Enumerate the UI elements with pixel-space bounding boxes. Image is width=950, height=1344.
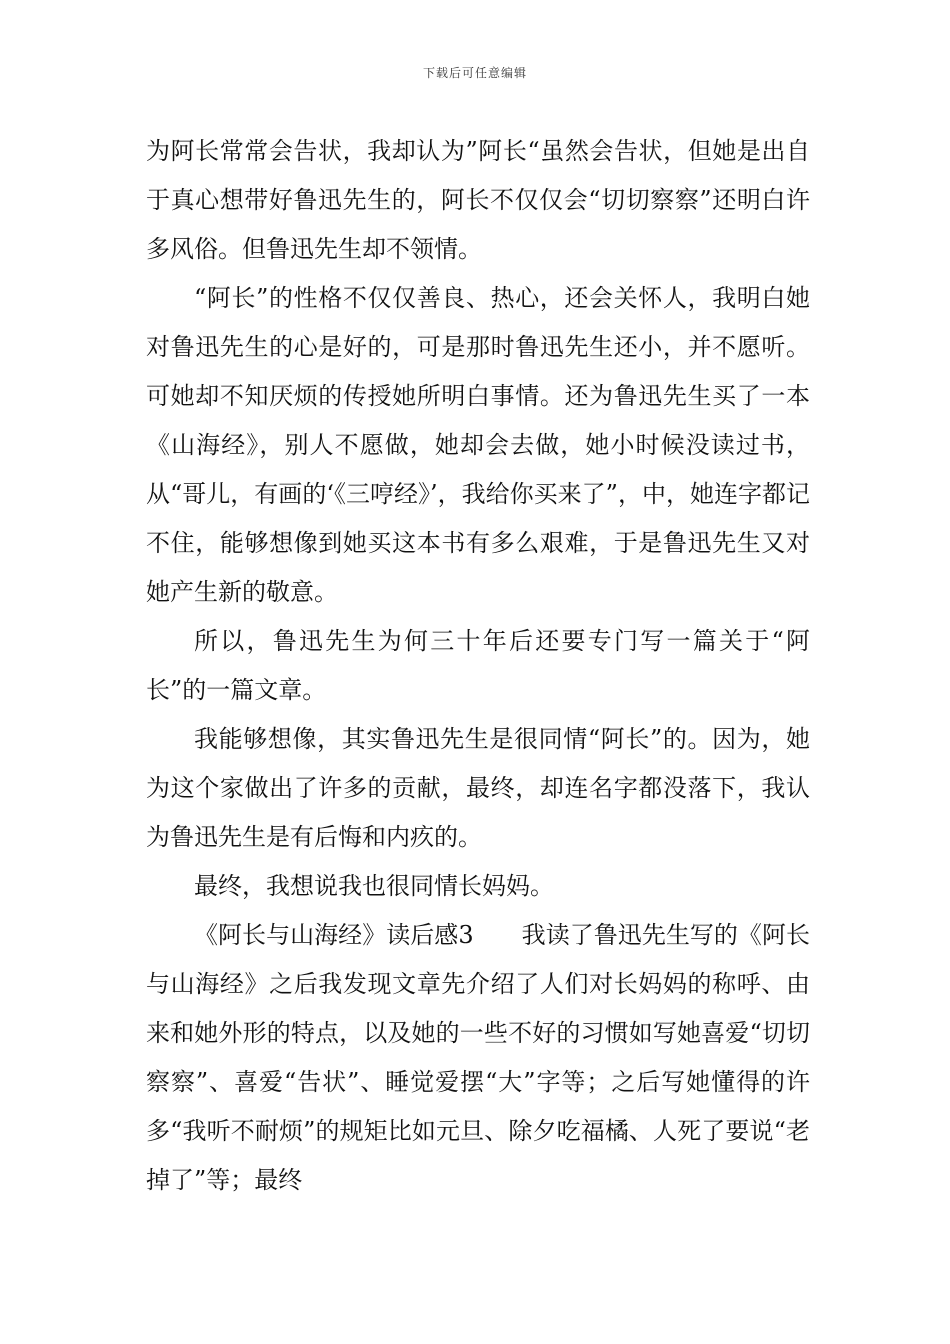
- paragraph-4: 我能够想像，其实鲁迅先生是很同情“阿长”的。因为，她为这个家做出了许多的贡献，最终，却连名字都没落下，我认为鲁迅先生是有后悔和内疚的。: [146, 725, 810, 851]
- paragraph-3: 所以，鲁迅先生为何三十年后还要专门写一篇关于“阿长”的一篇文章。: [146, 627, 810, 704]
- paragraph-6: 《阿长与山海经》读后感3 我读了鲁迅先生写的《阿长与山海经》之后我发现文章先介绍了人们对长妈妈的称呼、由来和她外形的特点，以及她的一些不好的习惯如写她喜爱“切切察察”、喜爱“告状”、睡觉爱摆“大”字等；之后写她懂得的许多“我听不耐烦”的规矩比如元旦、除夕吃福橘、人死了要说“老掉了”等；最终: [146, 921, 810, 1194]
- paragraph-5: 最终，我想说我也很同情长妈妈。: [194, 872, 554, 900]
- paragraph-1: 为阿长常常会告状，我却认为”阿长“虽然会告状，但她是出自于真心想带好鲁迅先生的，阿长不仅仅会“切切察察”还明白许多风俗。但鲁迅先生却不领情。: [146, 137, 810, 263]
- document-body: [146, 127, 810, 1205]
- page-header: 下载后可任意编辑: [422, 66, 527, 80]
- paragraph-2: “阿长”的性格不仅仅善良、热心，还会关怀人，我明白她对鲁迅先生的心是好的，可是那时鲁迅先生还小，并不愿听。可她却不知厌烦的传授她所明白事情。还为鲁迅先生买了一本《山海经》，别人不愿做，她却会去做，她小时候没读过书，从“哥儿，有画的‘《三哼经》’，我给你买来了”，中，她连字都记不住，能够想像到她买这本书有多么艰难，于是鲁迅先生又对她产生新的敬意。: [146, 284, 810, 606]
